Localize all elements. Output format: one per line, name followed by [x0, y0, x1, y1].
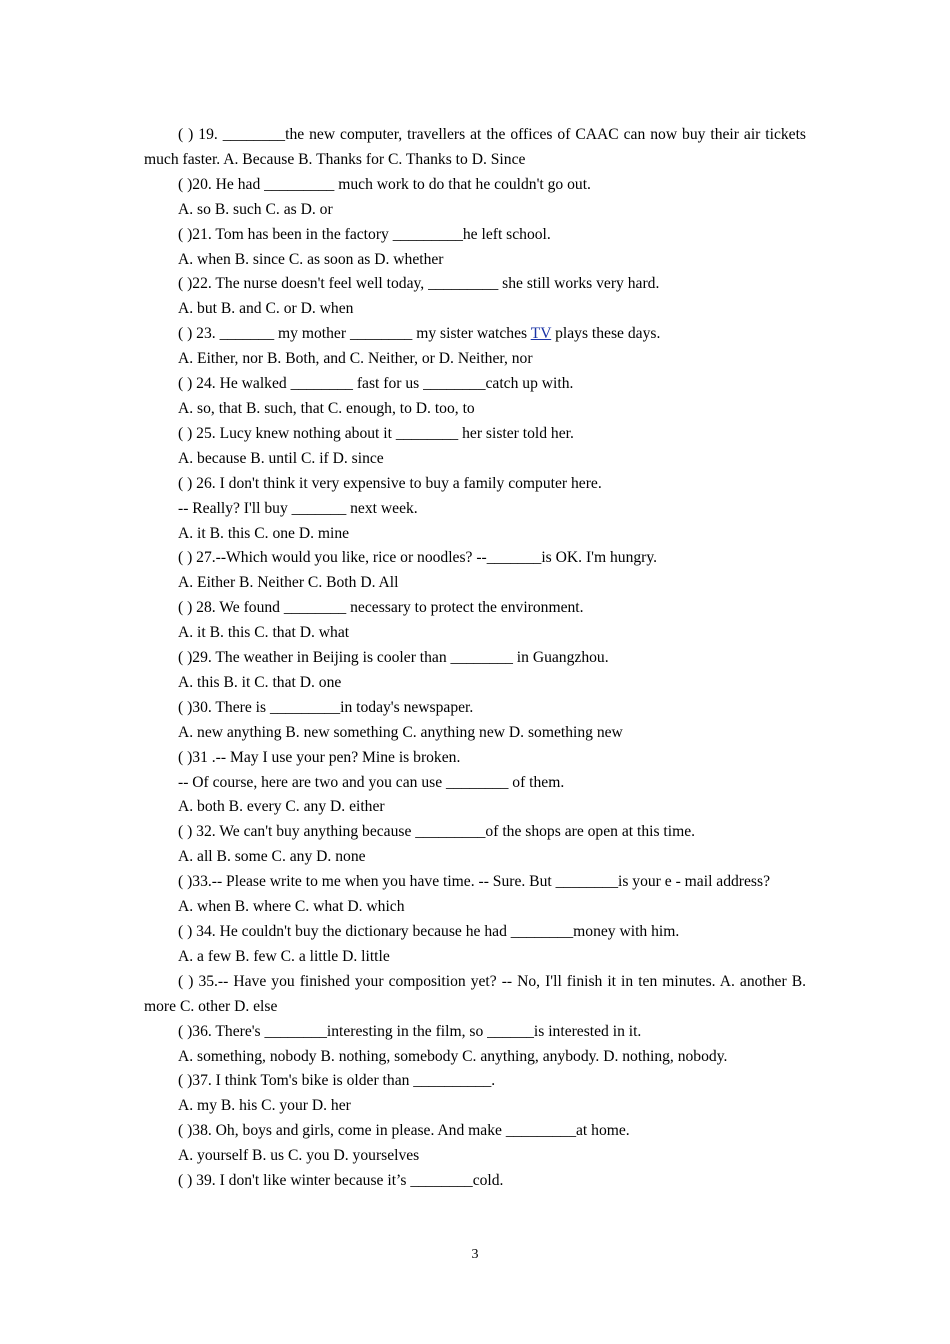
question-list — [144, 123, 806, 1194]
question-34-options: A. a few B. few C. a little D. little — [178, 947, 390, 965]
question-23-text-after: plays these days. — [551, 325, 661, 343]
question-28: ( ) 28. We found ________ necessary to protect the environment. — [178, 599, 584, 617]
question-36: ( )36. There's ________interesting in the film, so ______is interested in it. — [178, 1022, 642, 1040]
question-25-options: A. because B. until C. if D. since — [178, 449, 384, 467]
question-23-options: A. Either, nor B. Both, and C. Neither, or D. Neither, nor — [178, 350, 533, 368]
question-23-text-before: ( ) 23. _______ my mother ________ my sister watches — [178, 325, 531, 343]
question-24-options: A. so, that B. such, that C. enough, to D. too, to — [178, 399, 475, 417]
question-29-options: A. this B. it C. that D. one — [178, 673, 342, 691]
question-34: ( ) 34. He couldn't buy the dictionary because he had ________money with him. — [178, 923, 680, 940]
question-31: ( )31 .-- May I use your pen? Mine is broken. — [178, 748, 461, 766]
question-30-options: A. new anything B. new something C. anything new D. something new — [178, 723, 623, 741]
question-22: ( )22. The nurse doesn't feel well today, _________ she still works very hard. — [178, 275, 660, 293]
question-26-reply: -- Really? I'll buy _______ next week. — [178, 499, 418, 517]
question-20: ( )20. He had _________ much work to do that he couldn't go out. — [178, 175, 591, 193]
question-27-options: A. Either B. Neither C. Both D. All — [178, 574, 399, 592]
question-28-options: A. it B. this C. that D. what — [178, 624, 350, 642]
question-20-options: A. so B. such C. as D. or — [178, 200, 333, 218]
question-31-reply: -- Of course, here are two and you can use ________ of them. — [178, 773, 565, 791]
question-38-options: A. yourself B. us C. you D. yourselves — [178, 1147, 420, 1165]
question-22-options: A. but B. and C. or D. when — [178, 300, 354, 318]
question-38: ( )38. Oh, boys and girls, come in please. And make _________at home. — [178, 1122, 630, 1140]
question-33-options: A. when B. where C. what D. which — [178, 898, 405, 916]
question-36-options: A. something, nobody B. nothing, somebody C. anything, anybody. D. nothing, nobody. — [178, 1047, 728, 1065]
question-39: ( ) 39. I don't like winter because it’s ________cold. — [178, 1172, 504, 1190]
question-37: ( )37. I think Tom's bike is older than __________. — [178, 1072, 496, 1090]
question-24: ( ) 24. He walked ________ fast for us ________catch up with. — [178, 375, 574, 393]
question-27: ( ) 27.--Which would you like, rice or noodles? --_______is OK. I'm hungry. — [178, 549, 658, 567]
tv-link[interactable]: TV — [530, 325, 552, 343]
question-32: ( ) 32. We can't buy anything because _________of the shops are open at this time. — [178, 823, 696, 841]
question-32-options: A. all B. some C. any D. none — [178, 848, 366, 866]
question-30: ( )30. There is _________in today's newspaper. — [178, 698, 474, 716]
question-37-options: A. my B. his C. your D. her — [178, 1097, 351, 1115]
question-23 — [144, 322, 806, 347]
question-26: ( ) 26. I don't think it very expensive to buy a family computer here. — [178, 474, 602, 492]
question-25: ( ) 25. Lucy knew nothing about it ________ her sister told her. — [178, 424, 574, 442]
question-35: ( ) 35.-- Have you finished your composition yet? -- No, I'll finish it in ten minutes. A. another B. more C. other D. else — [144, 972, 806, 1015]
question-21: ( )21. Tom has been in the factory _________he left school. — [178, 225, 551, 243]
page-number: 3 — [471, 1247, 479, 1262]
question-19: ( ) 19. ________the new computer, travellers at the offices of CAAC can now buy their air tickets much faster. A. Because B. Thanks for C. Thanks to D. Since — [144, 126, 806, 168]
question-33: ( )33.-- Please write to me when you have time. -- Sure. But ________is your e - mail address? — [178, 873, 770, 891]
question-29: ( )29. The weather in Beijing is cooler than ________ in Guangzhou. — [178, 649, 609, 667]
question-26-options: A. it B. this C. one D. mine — [178, 524, 350, 542]
question-31-options: A. both B. every C. any D. either — [178, 798, 385, 816]
question-21-options: A. when B. since C. as soon as D. whether — [178, 250, 444, 268]
